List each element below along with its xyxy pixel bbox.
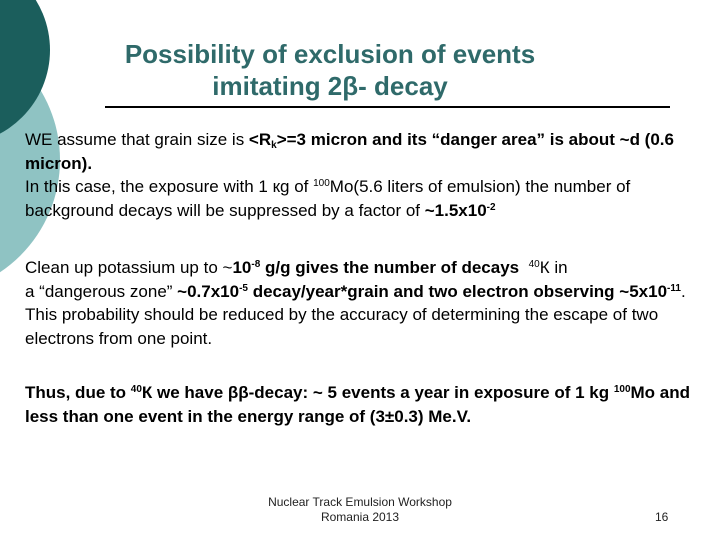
footer-line-1: Nuclear Track Emulsion Workshop [268, 495, 452, 509]
paragraph-conclusion: Thus, due to $^{40}$К we have ββ-decay: ~ 5 events a year in exposure of 1 kg $^{100}$Mo and less than one event in the energy range of (3±0.3) Me.V. [25, 383, 691, 426]
title-underline [105, 106, 670, 108]
page-number: 16 [655, 510, 669, 524]
footer [220, 495, 500, 525]
slide-title [0, 38, 660, 102]
title-line-1: Possibility of exclusion of events [124, 39, 536, 69]
title-line-2: imitating 2β- decay [212, 71, 448, 101]
paragraph-potassium: Clean up potassium up to $\sim 10^{-8}$ g/g gives the number of decays $^{40}$К in a “dangerous zone” $\sim 0.7x10^{-5}$ decay/year*grain and two electron observing $\sim 5x10^{-11}$. This probability should be reduced by the accuracy of determining the escape of two electrons from one point. [25, 258, 686, 348]
paragraph-grain-size: WE assume that grain size is $<R_k>=3$ micron and its “danger area” is about ~d (0.6 micron). In this case, the exposure with 1 кg of $^{100}$Mo(5.6 liters of emulsion) the number of background decays will be suppressed by a factor of $\sim 1.5x10^{-2}$ [25, 130, 674, 220]
footer-line-2: Romania 2013 [320, 510, 400, 524]
